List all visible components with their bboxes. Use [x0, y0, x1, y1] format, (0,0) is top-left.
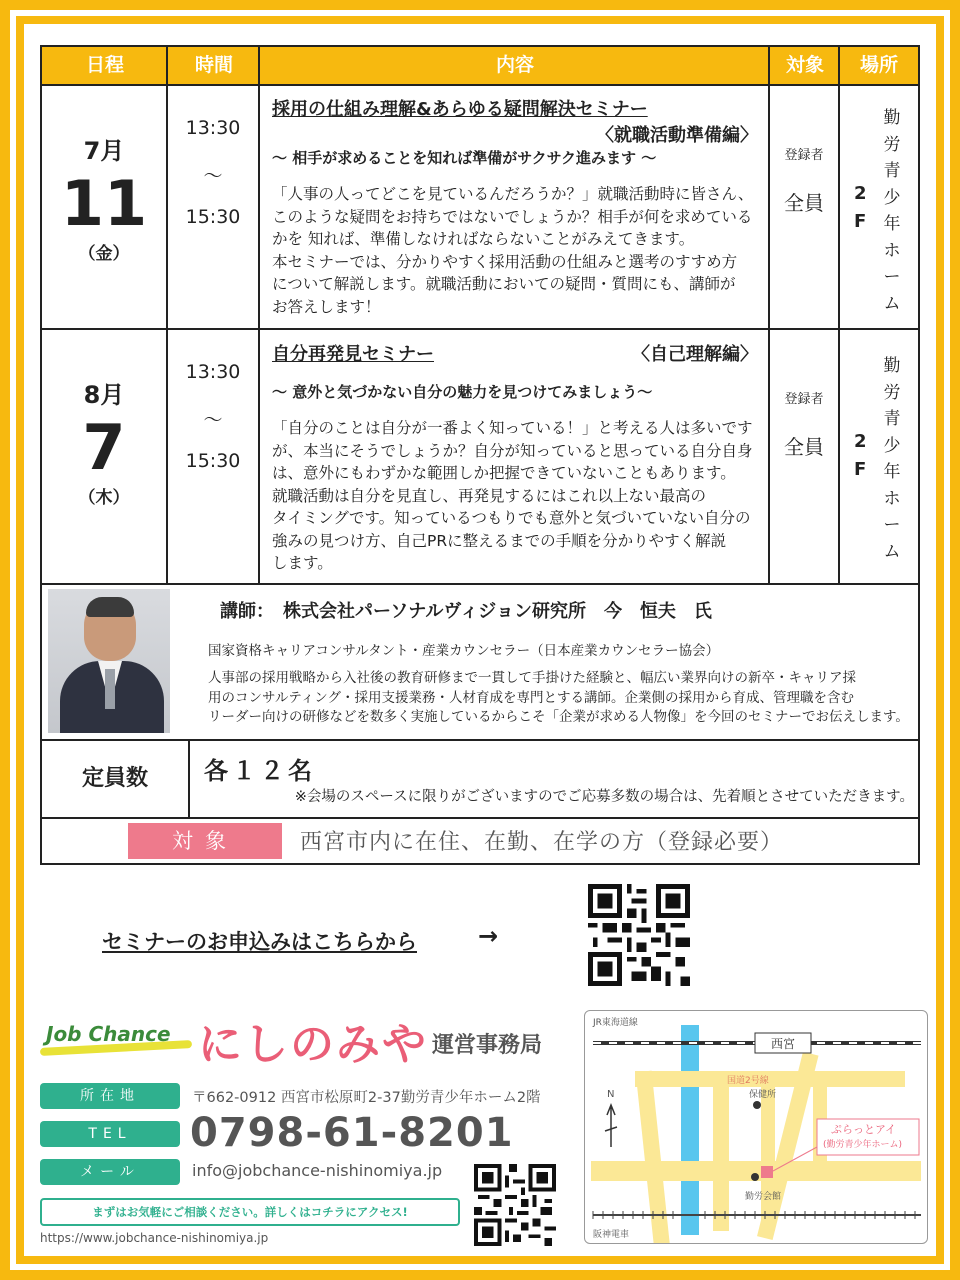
seminar-description: 「自分のことは自分が一番よく知っている！」と考える人は多いです が、本当にそうでしょうか？自分が知っていると思っている自分自身 は、意外にもわずかな範囲しか把握できていないこともあります。 就職活動は自分を見直し、再発見するにはこれ以上ない最高の タイミングです。知っているつもりでも意外と気づいていない自分の 強みの見つけ方、自己PRに整えるまでの手順を分かりやすく解説 します。 [272, 419, 753, 572]
apply-link[interactable]: セミナーのお申込みはこちらから [102, 930, 417, 954]
mail-address[interactable]: info@jobchance-nishinomiya.jp [192, 1161, 443, 1180]
map-labor-hall: 勤労会館 [745, 1192, 782, 1202]
mail-label: メール [40, 1159, 180, 1185]
floor-number: 2 [854, 431, 867, 452]
address-text: 〒662-0912 西宮市松原町2-37勤労青少年ホーム2階 [192, 1090, 541, 1106]
map-station: 西宮 [771, 1037, 796, 1051]
session-weekday: （金） [78, 244, 130, 264]
capacity-note: ※会場のスペースに限りがございますのでご応募多数の場合は、先着順とさせていただきます。 [294, 789, 914, 805]
seminar-catchphrase: ～ 意外と気づかない自分の魅力を見つけてみましょう～ [272, 383, 653, 401]
map-jr-line: JR東海道線 [593, 1018, 638, 1028]
map-hanshin-line: 阪神電車 [593, 1230, 630, 1240]
eligibility-section [40, 817, 920, 865]
map-north: N [607, 1089, 615, 1100]
seminar-title: 自分再発見セミナー [272, 344, 434, 365]
eligibility-label: 対象 [128, 823, 282, 859]
seminar-subtitle: 〈自己理解編〉 [632, 344, 758, 365]
floor-letter: F [854, 459, 867, 480]
floor-letter: F [854, 211, 867, 232]
office-suffix: 運営事務局 [432, 1033, 543, 1058]
map-route2: 国道2号線 [727, 1076, 769, 1086]
time-separator: ～ [203, 409, 223, 431]
target-all: 全員 [784, 191, 824, 215]
header-date: 日程 [85, 54, 124, 76]
header-content: 内容 [495, 54, 534, 76]
capacity-section [40, 739, 920, 819]
capacity-value: 各１２名 [204, 757, 316, 785]
lecturer-photo [48, 589, 170, 733]
header-target: 対象 [785, 54, 824, 76]
eligibility-text: 西宮市内に在住、在勤、在学の方（登録必要） [300, 830, 784, 855]
consult-banner[interactable]: まずはお気軽にご相談ください。詳しくはコチラにアクセス! [40, 1198, 460, 1226]
brand-jp: にしのみや [198, 1019, 428, 1070]
target-all: 全員 [784, 435, 824, 459]
address-label: 所在地 [40, 1083, 180, 1109]
header-time: 時間 [194, 54, 233, 76]
tel-label: TEL [40, 1121, 180, 1147]
map-venue-name: ぷらっとアイ [831, 1123, 897, 1136]
table-header [42, 47, 918, 86]
session-weekday: （木） [78, 488, 130, 508]
lecturer-name: 講師： 株式会社パーソナルヴィジョン研究所 今 恒夫 氏 [220, 601, 712, 622]
seminar-description: 「人事の人ってどこを見ているんだろうか？」就職活動時に皆さん、 このような疑問をお持ちではないでしょうか？相手が何を求めている かを 知れば、準備しなければならないことがみえてきます。 本セミナーでは、分かりやすく採用活動の仕組みと選考のすすめ方 について解説します。就職活動においての疑問・質問にも、講師が お答えします！ [272, 185, 754, 316]
session-month: 8月 [83, 381, 125, 409]
access-map [584, 1010, 928, 1244]
website-url[interactable]: https://www.jobchance-nishinomiya.jp [40, 1231, 269, 1245]
map-venue-sub: (勤労青少年ホーム) [823, 1140, 903, 1150]
lecturer-section [40, 585, 920, 741]
venue-name: 勤労青少年ホーム [883, 356, 901, 562]
time-separator: ～ [203, 165, 223, 187]
map-health-center: 保健所 [749, 1090, 777, 1100]
schedule-table [40, 45, 920, 585]
apply-qr-code[interactable] [588, 884, 690, 986]
lecturer-qualification: 国家資格キャリアコンサルタント・産業カウンセラー（日本産業カウンセラー協会） [208, 643, 720, 659]
session-day: 11 [60, 167, 148, 240]
capacity-label: 定員数 [42, 741, 190, 817]
time-end: 15:30 [185, 450, 241, 472]
header-place: 場所 [859, 54, 898, 76]
time-start: 13:30 [185, 117, 241, 139]
time-start: 13:30 [185, 361, 241, 383]
tel-number[interactable]: 0798-61-8201 [190, 1110, 514, 1156]
session-month: 7月 [83, 137, 125, 165]
time-end: 15:30 [185, 206, 241, 228]
seminar-title: 採用の仕組み理解&あらゆる疑問解決セミナー [272, 99, 648, 120]
brand-en: Job Chance [46, 1022, 171, 1046]
venue-name: 勤労青少年ホーム [883, 108, 901, 314]
arrow-right-icon: → [478, 922, 499, 950]
website-qr-code[interactable] [474, 1164, 556, 1246]
seminar-catchphrase: ～ 相手が求めることを知れば準備がサクサク進みます ～ [272, 149, 657, 167]
lecturer-description: 人事部の採用戦略から入社後の教育研修まで一貫して手掛けた経験と、幅広い業界向けの新卒・キャリア採 用のコンサルティング・採用支援業務・人材育成を専門とする講師。企業側の採用から育成、管理職を含む リーダー向けの研修などを数多く実施しているからこそ「企業が求める人物像」を今回のセミナーでお伝えします。 [208, 670, 909, 725]
target-registered: 登録者 [784, 392, 824, 407]
floor-number: 2 [854, 183, 867, 204]
session-day: 7 [82, 411, 126, 484]
target-registered: 登録者 [784, 148, 824, 163]
seminar-subtitle: 〈就職活動準備編〉 [596, 125, 758, 146]
